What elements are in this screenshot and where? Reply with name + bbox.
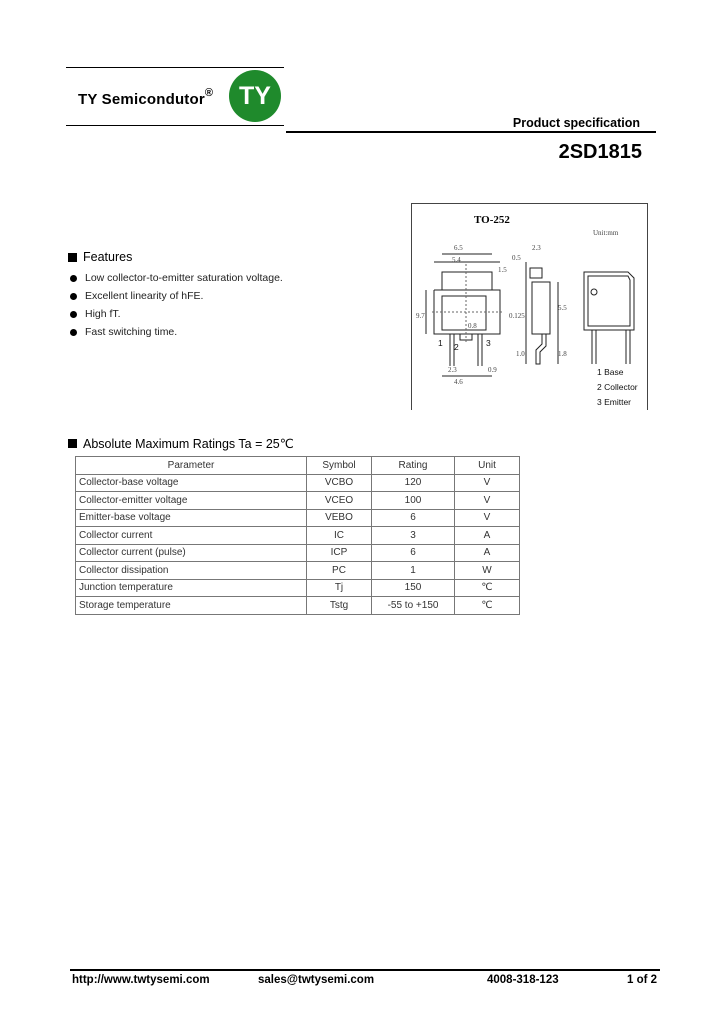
pin-base-label: 1 Base [597,367,624,377]
pin-number: 1 [438,338,443,348]
features-list [70,269,283,341]
spec-rule [286,131,656,133]
column-header: Rating [372,457,455,475]
package-outline-box [411,203,648,410]
list-item: High fT. [70,305,283,323]
square-bullet-icon [68,253,77,262]
list-item: Low collector-to-emitter saturation voltage. [70,269,283,287]
features-title-text: Features [83,250,133,264]
dim-label: 0.9 [488,366,497,374]
footer-website-link[interactable]: http://www.twtysemi.com [72,974,210,986]
dim-label: 1.0 [516,350,525,358]
header-top-rule [66,67,284,68]
page-number: 1 of 2 [627,974,658,986]
footer-rule [70,969,660,971]
table-row: Collector-base voltage VCBO 120 V [76,474,520,492]
pin-collector-label: 2 Collector [597,382,638,392]
table-row: Emitter-base voltage VEBO 6 V [76,509,520,527]
registered-mark: ® [204,87,214,99]
square-bullet-icon [68,439,77,448]
company-name-text: TY Semicondutor [78,91,205,108]
package-drawing [412,204,647,410]
company-name [78,89,213,108]
bullet-icon [70,275,77,282]
list-item: Excellent linearity of hFE. [70,287,283,305]
table-row: Collector current (pulse) ICP 6 A [76,544,520,562]
pin-emitter-label: 3 Emitter [597,397,632,407]
ratings-table [75,456,520,615]
bullet-icon [70,311,77,318]
pin-number: 3 [486,338,491,348]
header-bottom-rule [66,125,284,126]
pin-number: 2 [454,342,459,352]
column-header: Symbol [307,457,372,475]
ratings-title [68,436,294,451]
bullet-icon [70,329,77,336]
table-row: Collector dissipation PC 1 W [76,562,520,580]
unit-label: Unit:mm [593,229,619,237]
part-number: 2SD1815 [558,141,642,163]
dim-label: 5.5 [558,304,567,312]
column-header: Unit [455,457,520,475]
table-row: Storage temperature Tstg -55 to +150 ℃ [76,597,520,615]
table-header-row [76,457,520,475]
package-name: TO-252 [474,214,510,226]
dim-label: 2.3 [448,366,457,374]
dim-label: 1.8 [558,350,567,358]
ty-logo: TY [229,70,281,122]
column-header: Parameter [76,457,307,475]
dim-label: 6.5 [454,244,463,252]
dim-label: 2.3 [532,244,541,252]
table-row: Collector current IC 3 A [76,527,520,545]
features-title [68,250,132,264]
list-item: Fast switching time. [70,323,283,341]
dim-label: 4.6 [454,378,463,386]
dim-label: 9.7 [416,312,425,320]
dim-label: 5.4 [452,256,461,264]
table-row: Junction temperature Tj 150 ℃ [76,579,520,597]
footer-phone: 4008-318-123 [487,974,559,986]
footer-email-link[interactable]: sales@twtysemi.com [258,974,375,986]
table-row: Collector-emitter voltage VCEO 100 V [76,492,520,510]
ratings-title-text: Absolute Maximum Ratings Ta = 25℃ [83,437,294,451]
dim-label: 0.5 [512,254,521,262]
product-specification: Product specification [512,116,640,130]
dim-label: 0.8 [468,322,477,330]
dim-label: 0.125 [509,312,525,320]
dim-label: 1.5 [498,266,507,274]
bullet-icon [70,293,77,300]
